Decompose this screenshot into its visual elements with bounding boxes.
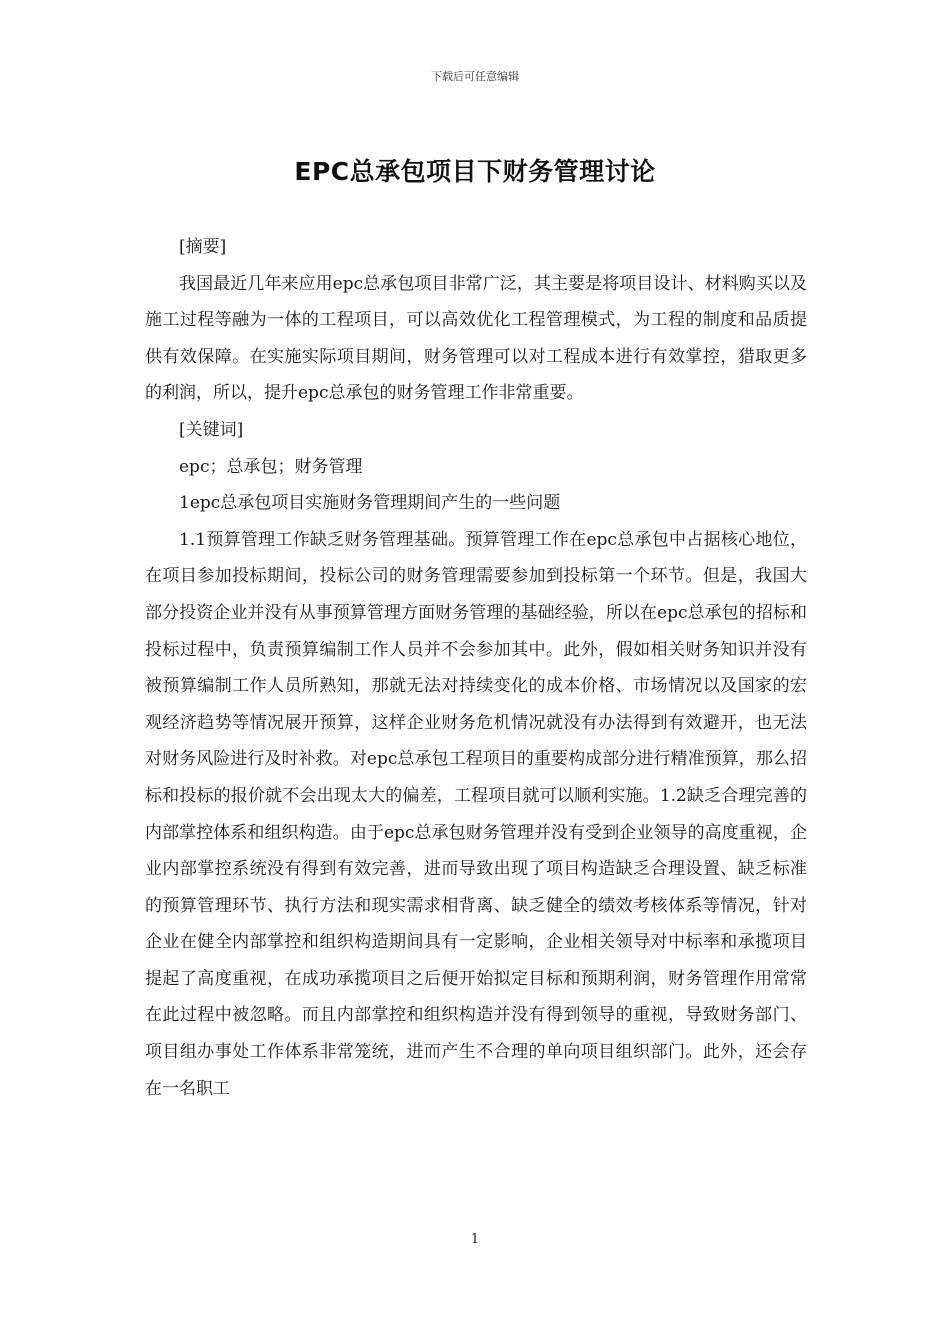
document-title: EPC总承包项目下财务管理讨论 (294, 157, 656, 186)
section-heading: 1epc总承包项目实施财务管理期间产生的一些问题 (179, 493, 561, 514)
page-number: 1 (470, 1232, 480, 1247)
abstract-paragraph: 我国最近几年来应用epc总承包项目非常广泛，其主要是将项目设计、材料购买以及施工过程等融为一体的工程项目，可以高效优化工程管理模式，为工程的制度和品质提供有效保障。在实施实际项目期间，财务管理可以对工程成本进行有效掌控，猎取更多的利润，所以，提升epc总承包的财务管理工作非常重要。 (145, 273, 807, 404)
keywords-heading: [关键词] (179, 419, 244, 440)
document-body (145, 229, 807, 1107)
header-note: 下载后可任意编辑 (431, 70, 519, 83)
section-paragraph: 1.1预算管理工作缺乏财务管理基础。预算管理工作在epc总承包中占据核心地位，在项目参加投标期间，投标公司的财务管理需要参加到投标第一个环节。但是，我国大部分投资企业并没有从事预算管理方面财务管理的基础经验，所以在epc总承包的招标和投标过程中，负责预算编制工作人员并不会参加其中。此外，假如相关财务知识并没有被预算编制工作人员所熟知，那就无法对持续变化的成本价格、市场情况以及国家的宏观经济趋势等情况展开预算，这样企业财务危机情况就没有办法得到有效避开，也无法对财务风险进行及时补救。对epc总承包工程项目的重要构成部分进行精准预算，那么招标和投标的报价就不会出现太大的偏差，工程项目就可以顺利实施。1.2缺乏合理完善的内部掌控体系和组织构造。由于epc总承包财务管理并没有受到企业领导的高度重视，企业内部掌控系统没有得到有效完善，进而导致出现了项目构造缺乏合理设置、缺乏标准的预算管理环节、执行方法和现实需求相背离、缺乏健全的绩效考核体系等情况，针对企业在健全内部掌控和组织构造期间具有一定影响，企业相关领导对中标率和承揽项目提起了高度重视，在成功承揽项目之后便开始拟定目标和预期利润，财务管理作用常常在此过程中被忽略。而且内部掌控和组织构造并没有得到领导的重视，导致财务部门、项目组办事处工作体系非常笼统，进而产生不合理的单向项目组织部门。此外，还会存在一名职工 (145, 529, 807, 1099)
abstract-heading: [摘要] (179, 237, 227, 257)
keywords-list: epc；总承包；财务管理 (179, 456, 363, 477)
